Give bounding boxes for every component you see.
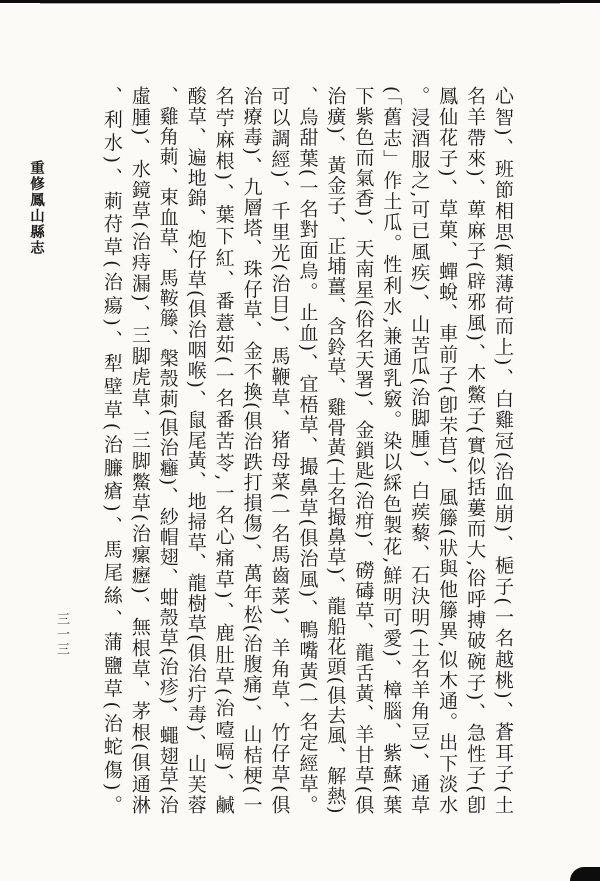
scan-artifact-top-edge: [0, 0, 600, 3]
text-column-2: 名羊帶來)、萆麻子(辟邪風)、木鱉子(實似括蔞而大,俗呼搏破碗子)、急性子(卽: [464, 86, 487, 814]
text-column-14: 虛腫)、水鏡草(治痔漏)、三脚虎草、三脚鱉草(治瘰癧)、無根草、茅根(俱通淋: [128, 86, 151, 814]
text-column-7: 治癀)、黃金子、正埔薑、含鈴草、雞骨黃(土名撮鼻草)、龍船花頭(俱去風、解熱): [324, 86, 347, 814]
text-column-10: 治療毒)、九層塔、珠仔草、金不換(俱治跌打損傷)、萬年松(治腹痛)、山桔梗(一: [240, 86, 263, 814]
text-column-8: 、烏甜葉(一名對面烏。止血)、宜梧草、撮鼻草(俱治風)、鴨嘴黃(一名定經草。: [296, 86, 319, 814]
text-column-3: 鳳仙花子)、草菓、蟬蛻、車前子(卽芣苢)、風籐(狀與他籐異,似木通。出下淡水: [436, 86, 459, 814]
text-column-1: 心智)、班節相思(類薄荷而上)、白雞冠(治血崩)、梔子(一名越桃)、蒼耳子(土: [492, 86, 514, 814]
text-column-15: 、利水)、莿苻草(治瘍)、犁壁草(治臁瘡)、馬尾絲、蒲鹽草(治蛇傷)。: [100, 86, 123, 814]
text-column-11: 名苧麻根)、葉下紅、番薏茹(一名番苦苓,一名心痛草)、鹿肚草(治噎嗝)、鹹: [212, 86, 235, 814]
text-column-13: 、雞角莿、束血草、馬鞍籐、槃殼莿(俱治癰)、紗帽翅、蚶殼草(治疹)、蠅翅草(治: [156, 86, 179, 814]
book-title: 重修鳳山縣志: [28, 160, 45, 256]
text-column-4: 。浸酒服之,可已風疾)、山苦瓜(治脚腫)、白蒺藜、石決明(土名羊角豆)、通草: [408, 86, 431, 814]
page-number: 三一三: [54, 612, 69, 657]
scan-artifact-corner: [570, 867, 600, 881]
text-column-6: 下紫色而氣香)、天南星(俗名天署)、金鎖匙(治疳)、磱碡草、龍舌黃、羊甘草(俱: [352, 86, 375, 814]
text-column-9: 可以調經)、千里光(治目)、馬鞭草、猪母菜(一名馬齒菜)、羊角草、竹仔草(俱: [268, 86, 291, 814]
text-column-12: 酸草、遍地錦、炮仔草(俱治咽喉)、鼠尾黃、地掃草、龍樹草(俱治疔毒)、山芙蓉: [184, 86, 207, 814]
text-block: [97, 86, 516, 814]
text-column-5: (「舊志」作土瓜。性利水,兼通乳竅。染以綵色製花,鮮明可愛)、樟腦、紫蘇(葉: [380, 86, 403, 814]
